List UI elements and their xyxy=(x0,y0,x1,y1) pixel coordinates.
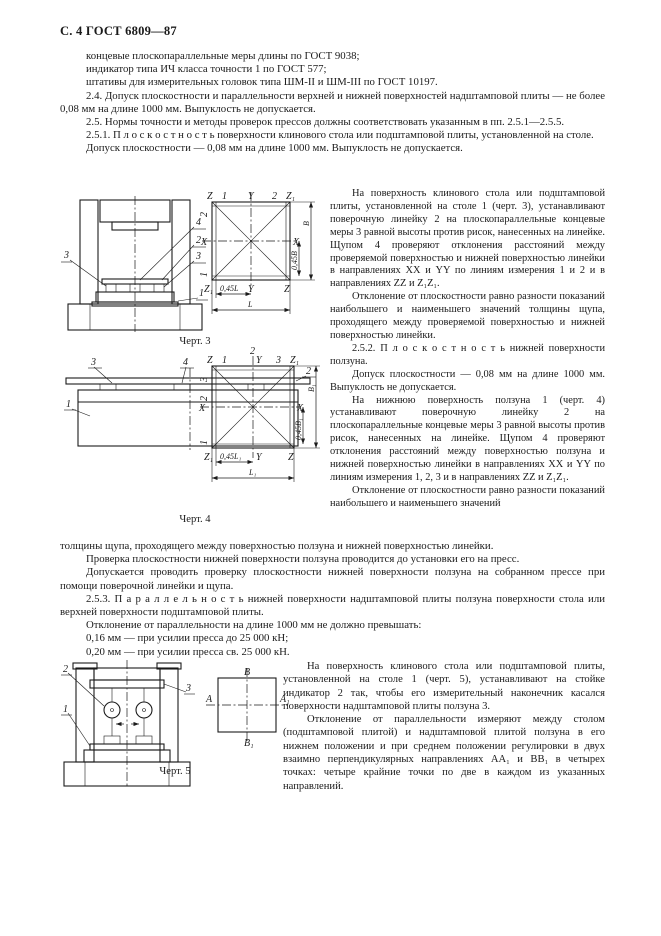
fig4-axis-label: Z₁ xyxy=(204,452,214,463)
fig4-part-label: 3 xyxy=(91,357,96,368)
fig4-line-label: 2 xyxy=(250,346,255,357)
fig5-caption: Черт. 5 xyxy=(159,766,191,777)
fig3-axis-label: Z xyxy=(284,284,290,295)
para-2-5-1-head: 2.5.1. П л о с к о с т н о с т ь поверхности клинового стола или подштамповой плиты, установленной на столе. xyxy=(86,129,594,142)
fig4-line-label: 1 xyxy=(222,355,227,366)
para-2-5-1-body: На поверхность клинового стола или подштамповой плиты, установленной на столе 1 (черт. 3), устанавливают поверочную линейку 2 на плоскопараллельные концевые меры 3 равной высоты против рисок, нанесенных на линейке. Щупом 4 проверяют отклонения расстояний между проверяемой поверхностью и нижней поверхностью линейки в направлениях XX и YY по линиям измерения 1 и 2 и в направлениях ZZ и Z₁Z₁. xyxy=(330,188,605,290)
fig4-plan-diagram xyxy=(194,346,326,506)
para-list-item: концевые плоскопараллельные меры длины по ГОСТ 9038; xyxy=(86,50,360,62)
para-2-5-3-setup: На поверхность клинового стола или подштамповой плиты, установленной на столе 1 (черт. 5), устанавливают на стойке индикатор 2 так, чтобы его измерительный наконечник касался поверхности надштамповой плиты ползуна 3. xyxy=(283,661,605,712)
fig3-dim-045l: 0,45L xyxy=(220,284,239,293)
para-2-5-2-allow: Допускается проводить проверку плоскостности нижней поверхности ползуна на собранном прессе при помощи поверочной линейки и щупа. xyxy=(60,566,605,592)
para-2-5-1-tol: Допуск плоскостности — 0,08 мм на длине 1000 мм. Выпуклость не допускается. xyxy=(86,142,463,155)
fig4-axis-label: Y xyxy=(256,452,262,463)
fig3-axis-label: Z xyxy=(207,191,213,202)
fig3-dim-l: L xyxy=(248,300,253,309)
para-2-4: 2.4. Допуск плоскостности и параллельности верхней и нижней поверхностей надштамповой плиты — не более 0,08 мм на длине 1000 мм. Выпуклость не допускается. xyxy=(60,89,605,115)
fig3-part-label: 2 xyxy=(196,235,201,246)
fig4-line-label: 2 xyxy=(199,396,210,401)
fig4-axis-label: Z xyxy=(288,452,294,463)
fig3-line-label: 1 xyxy=(199,272,210,277)
para-2-5-3-head: 2.5.3. П а р а л л е л ь н о с т ь нижней поверхности надштамповой плиты ползуна поверхности стола или верхней поверхности подштамповой плиты. xyxy=(60,592,605,619)
para-2-5-1-deviation: Отклонение от плоскостности равно разности показаний наибольшего и наименьшего значений толщины щупа, проходящего между проверяемой поверхностью и нижней поверхностью линейки. xyxy=(330,291,605,341)
fig4-line-label: 1 xyxy=(199,440,210,445)
para-2-5-2-head: 2.5.2. П л о с к о с т н о с т ь нижней поверхности ползуна. xyxy=(330,342,605,367)
fig3-press-drawing xyxy=(60,194,210,334)
para-list-item: штативы для измерительных головок типа ШМ-II и ШМ-III по ГОСТ 10197. xyxy=(86,76,438,89)
fig4-dim-045b: 0,45B₁ xyxy=(294,418,303,440)
fig3-part-label: 4 xyxy=(196,217,201,228)
column-251-252 xyxy=(330,188,605,511)
fig5-axis-label: B xyxy=(244,667,251,678)
fig3-axis-label: Y xyxy=(248,191,254,202)
fig4-axis-label: X xyxy=(297,403,304,414)
para-2-5-2-check: Проверка плоскостности нижней поверхности ползуна проводится до установки его на пресс. xyxy=(86,553,520,566)
fig4-part-label: 4 xyxy=(183,357,188,368)
para-2-5-2-tol: Допуск плоскостности — 0,08 мм на длине 1000 мм. Выпуклость не допускается. xyxy=(330,368,605,393)
fig4-part-label: 2 xyxy=(306,366,311,377)
fig3-axis-label: Y xyxy=(248,284,254,295)
fig3-plan-diagram xyxy=(196,188,320,338)
fig3-line-label: 1 xyxy=(222,191,227,202)
fig5-axis-label: A₁ xyxy=(280,694,290,705)
fig3-axis-label: X xyxy=(293,237,300,248)
fig4-part-label: 1 xyxy=(66,399,71,410)
para-2-5-3-dev: Отклонение от параллельности на длине 1000 мм не должно превышать: xyxy=(86,619,422,632)
fig5-axis-label: A xyxy=(206,694,213,705)
intro-block xyxy=(60,50,605,156)
region-figures-3-4 xyxy=(60,186,605,538)
fig3-part-label: 3 xyxy=(196,251,201,262)
fig3-dim-045b: 0,45B xyxy=(290,251,299,270)
fig3-axis-label: Z₁ xyxy=(204,284,214,295)
fig3-line-label: 2 xyxy=(199,212,210,217)
fig3-caption: Черт. 3 xyxy=(179,336,211,347)
fig3-axis-label: X xyxy=(201,237,208,248)
para-2-5: 2.5. Нормы точности и методы проверок прессов должны соответствовать указанным в пп. 2.5.1—2.5.5. xyxy=(86,116,565,129)
para-2-5-3-016: 0,16 мм — при усилии пресса до 25 000 кН; xyxy=(86,632,289,645)
fig4-axis-label: X xyxy=(199,403,206,414)
fig4-line-label: 3 xyxy=(199,377,210,382)
fig4-axis-label: Z₁ xyxy=(290,355,300,366)
fig3-dim-b: B xyxy=(302,221,311,226)
fig5-plan-diagram xyxy=(202,666,294,748)
fig4-dim-l: L₁ xyxy=(249,468,257,477)
fig4-line-label: 3 xyxy=(276,355,281,366)
para-2-5-3-020: 0,20 мм — при усилии пресса св. 25 000 кН. xyxy=(86,645,290,658)
fig4-dim-045l: 0,45L₁ xyxy=(220,452,242,461)
fig4-axis-label: Z xyxy=(207,355,213,366)
fig3-axis-label: Z₁ xyxy=(286,191,296,202)
fig3-part-label: 1 xyxy=(199,288,204,299)
region-full-text xyxy=(60,540,605,659)
page-header: С. 4 ГОСТ 6809—87 xyxy=(60,24,177,38)
fig5-part-label: 2 xyxy=(63,664,68,675)
para-2-5-3-measure: Отклонение от параллельности измеряют между столом (подштамповой плитой) и надштамповой плитой ползуна в его нижнем положении и при среднем положении регулировки в двух взаимно перпендикулярных направлениях AA₁ и BB₁ в четырех точках: четыре крайние точки по две в каждом из указанных направлений. xyxy=(283,714,605,792)
para-list-item: индикатор типа ИЧ класса точности 1 по ГОСТ 577; xyxy=(86,63,327,76)
fig3-part-label: 3 xyxy=(64,250,69,261)
region-figure-5 xyxy=(60,660,605,820)
fig5-axis-label: B₁ xyxy=(244,738,254,748)
para-2-5-2-body: На нижнюю поверхность ползуна 1 (черт. 4) устанавливают поверочную линейку 2 на плоскопараллельные концевые меры 3 равной высоты против рисок, нанесенных на линейке. Щупом 4 проверяют отклонения расстояний между поверхностью ползуна и нижней поверхностью линейки в направлениях XX и YY по линиям измерения 1, 2, 3 и в направлениях ZZ и Z₁Z₁. xyxy=(330,394,605,483)
para-2-5-2-deviation: Отклонение от плоскостности равно разности показаний наибольшего и наименьшего значений xyxy=(330,484,605,509)
fig5-part-label: 3 xyxy=(186,683,191,694)
fig4-axis-label: Y xyxy=(256,355,262,366)
fig3-line-label: 2 xyxy=(272,191,277,202)
fig4-dim-b: B₁ xyxy=(307,384,316,392)
fig5-part-label: 1 xyxy=(63,704,68,715)
column-253 xyxy=(283,660,605,793)
fig4-caption: Черт. 4 xyxy=(179,514,211,525)
para-2-5-2-cont: толщины щупа, проходящего между поверхностью ползуна и нижней поверхностью линейки. xyxy=(60,540,494,552)
